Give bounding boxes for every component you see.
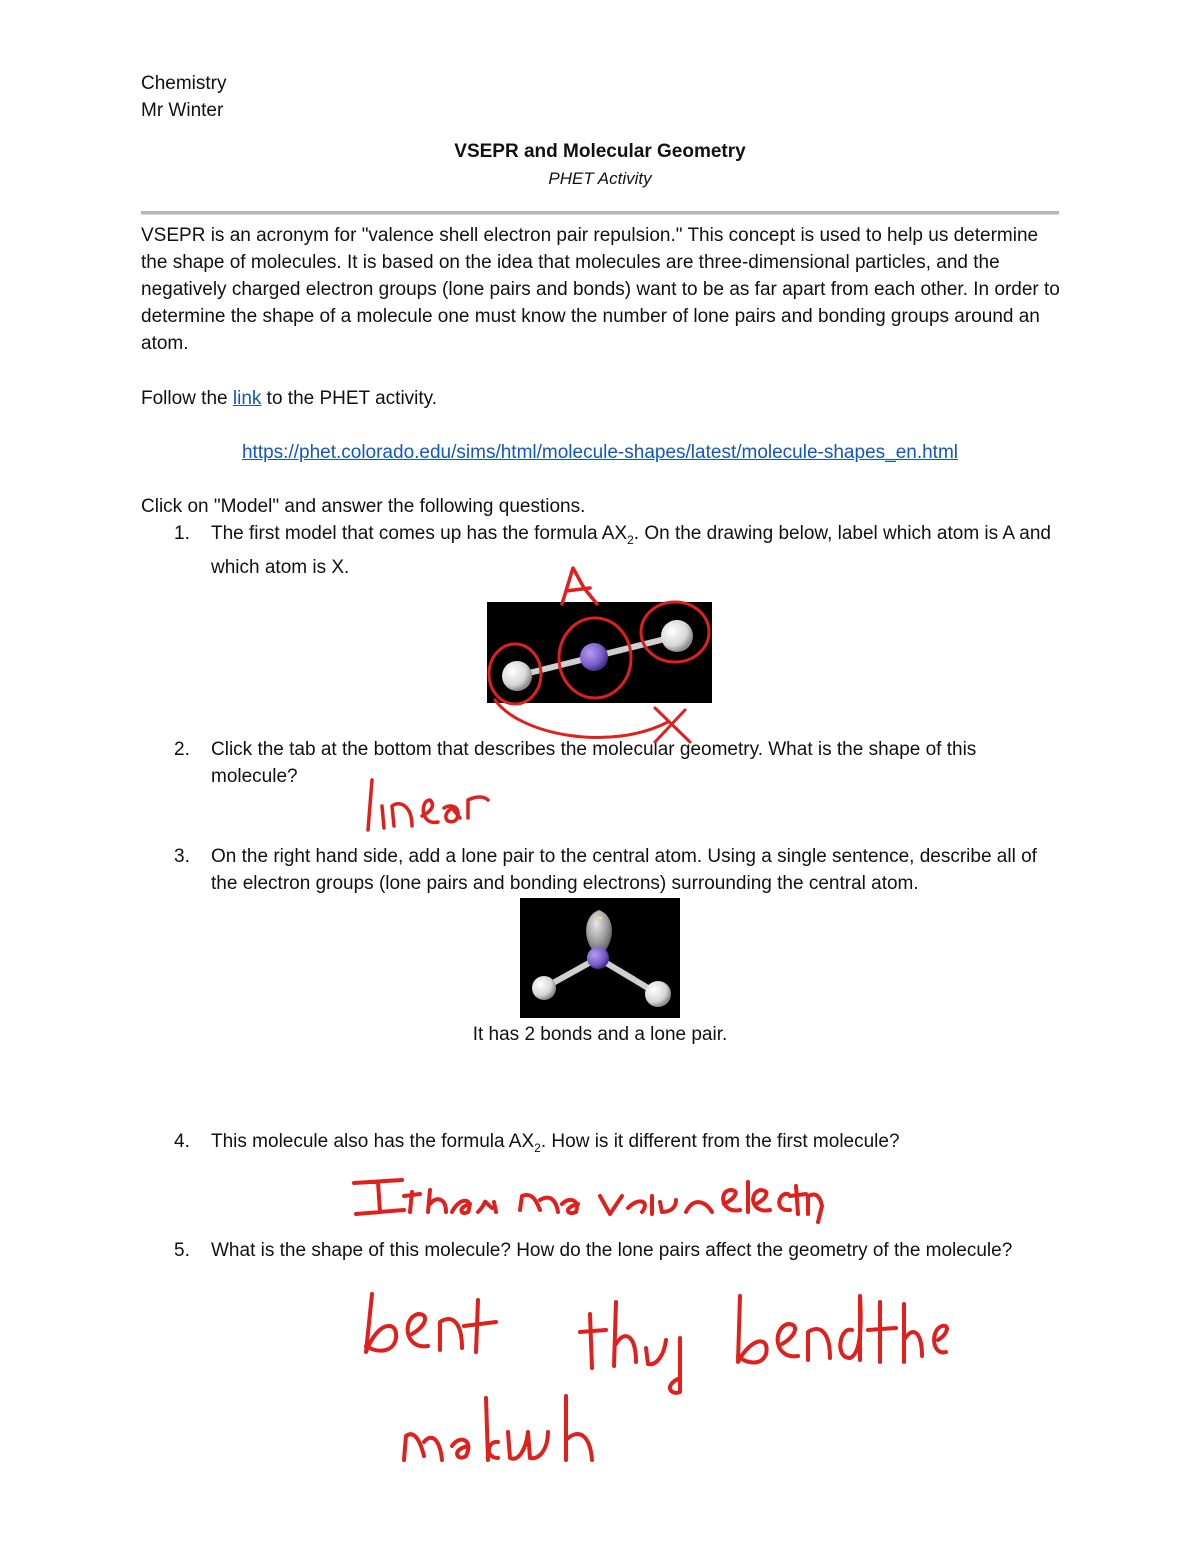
question-number: 3. xyxy=(174,846,190,867)
question-5 xyxy=(174,1237,1054,1264)
handwritten-answer-5 xyxy=(404,1396,592,1460)
teacher-name: Mr Winter xyxy=(141,100,224,121)
page-subtitle: PHET Activity xyxy=(548,169,652,188)
inline-link[interactable]: link xyxy=(232,388,262,409)
question-text-part: . How is it different from the first molecule? xyxy=(540,1131,900,1152)
handwritten-answer-5 xyxy=(738,1296,861,1363)
handwritten-answer-4 xyxy=(600,1196,712,1214)
question-3 xyxy=(174,843,1054,897)
handwritten-answer-5 xyxy=(868,1302,947,1362)
handwritten-answer-4 xyxy=(723,1182,822,1222)
handwritten-answer-5 xyxy=(580,1302,680,1393)
question-text: Click the tab at the bottom that describes the molecular geometry. What is the shape of this molecule? xyxy=(211,739,977,787)
handwritten-answer-4 xyxy=(354,1180,496,1214)
subscript: 2 xyxy=(534,1140,541,1155)
answer-3-typed: It has 2 bonds and a lone pair. xyxy=(472,1024,728,1045)
follow-after: to the PHET activity. xyxy=(261,388,438,409)
outer-atom-left xyxy=(502,661,532,691)
course-name: Chemistry xyxy=(141,73,227,94)
question-text-part: This molecule also has the formula AX xyxy=(211,1131,535,1152)
subscript: 2 xyxy=(627,532,634,547)
outer-atom-right xyxy=(645,981,671,1007)
outer-atom-right xyxy=(661,620,693,652)
question-text: What is the shape of this molecule? How do the lone pairs affect the geometry of the molecule? xyxy=(211,1240,1013,1261)
question-4 xyxy=(174,1128,1054,1162)
question-text: On the right hand side, add a lone pair to the central atom. Using a single sentence, describe all of the electron groups (lone pairs and bonding electrons) surrounding the central atom. xyxy=(211,846,1037,894)
molecule-linear-drawing xyxy=(487,602,712,703)
phet-url-link[interactable]: https://phet.colorado.edu/sims/html/molecule-shapes/latest/molecule-shapes_en.html xyxy=(241,442,959,463)
question-number: 1. xyxy=(174,523,190,544)
model-instruction: Click on "Model" and answer the following questions. xyxy=(141,496,586,517)
follow-before: Follow the xyxy=(141,388,233,409)
molecule-image-linear xyxy=(487,602,712,703)
handwritten-answer-4 xyxy=(520,1195,578,1213)
question-1 xyxy=(174,520,1054,581)
central-atom xyxy=(580,643,608,671)
question-text-part: . On the drawing below, label which atom is A and which atom is X. xyxy=(211,523,1051,578)
question-number: 5. xyxy=(174,1240,190,1261)
handwritten-answer-5 xyxy=(366,1294,496,1352)
intro-paragraph xyxy=(141,222,1061,357)
follow-instruction xyxy=(141,385,437,412)
question-number: 4. xyxy=(174,1131,190,1152)
intro-text: VSEPR is an acronym for "valence shell electron pair repulsion." This concept is used to help us determine the shape of molecules. It is based on the idea that molecules are three-dimensional particles, and the negatively charged electron groups (lone pairs and bonds) want to be as far apart from each other. In order to determine the shape of a molecule one must know the number of lone pairs and bonding groups around an atom. xyxy=(141,225,1060,354)
question-number: 2. xyxy=(174,739,190,760)
url-line xyxy=(0,439,1200,466)
molecule-bent-drawing xyxy=(520,898,680,1018)
central-atom xyxy=(587,947,609,969)
molecule-image-bent xyxy=(520,898,680,1018)
question-2 xyxy=(174,736,1054,790)
outer-atom-left xyxy=(532,976,556,1000)
question-text-part: The first model that comes up has the formula AX xyxy=(211,523,628,544)
question-text xyxy=(211,520,1054,581)
question-text xyxy=(211,1128,1054,1162)
page-title: VSEPR and Molecular Geometry xyxy=(454,141,746,162)
title-divider xyxy=(141,211,1059,215)
